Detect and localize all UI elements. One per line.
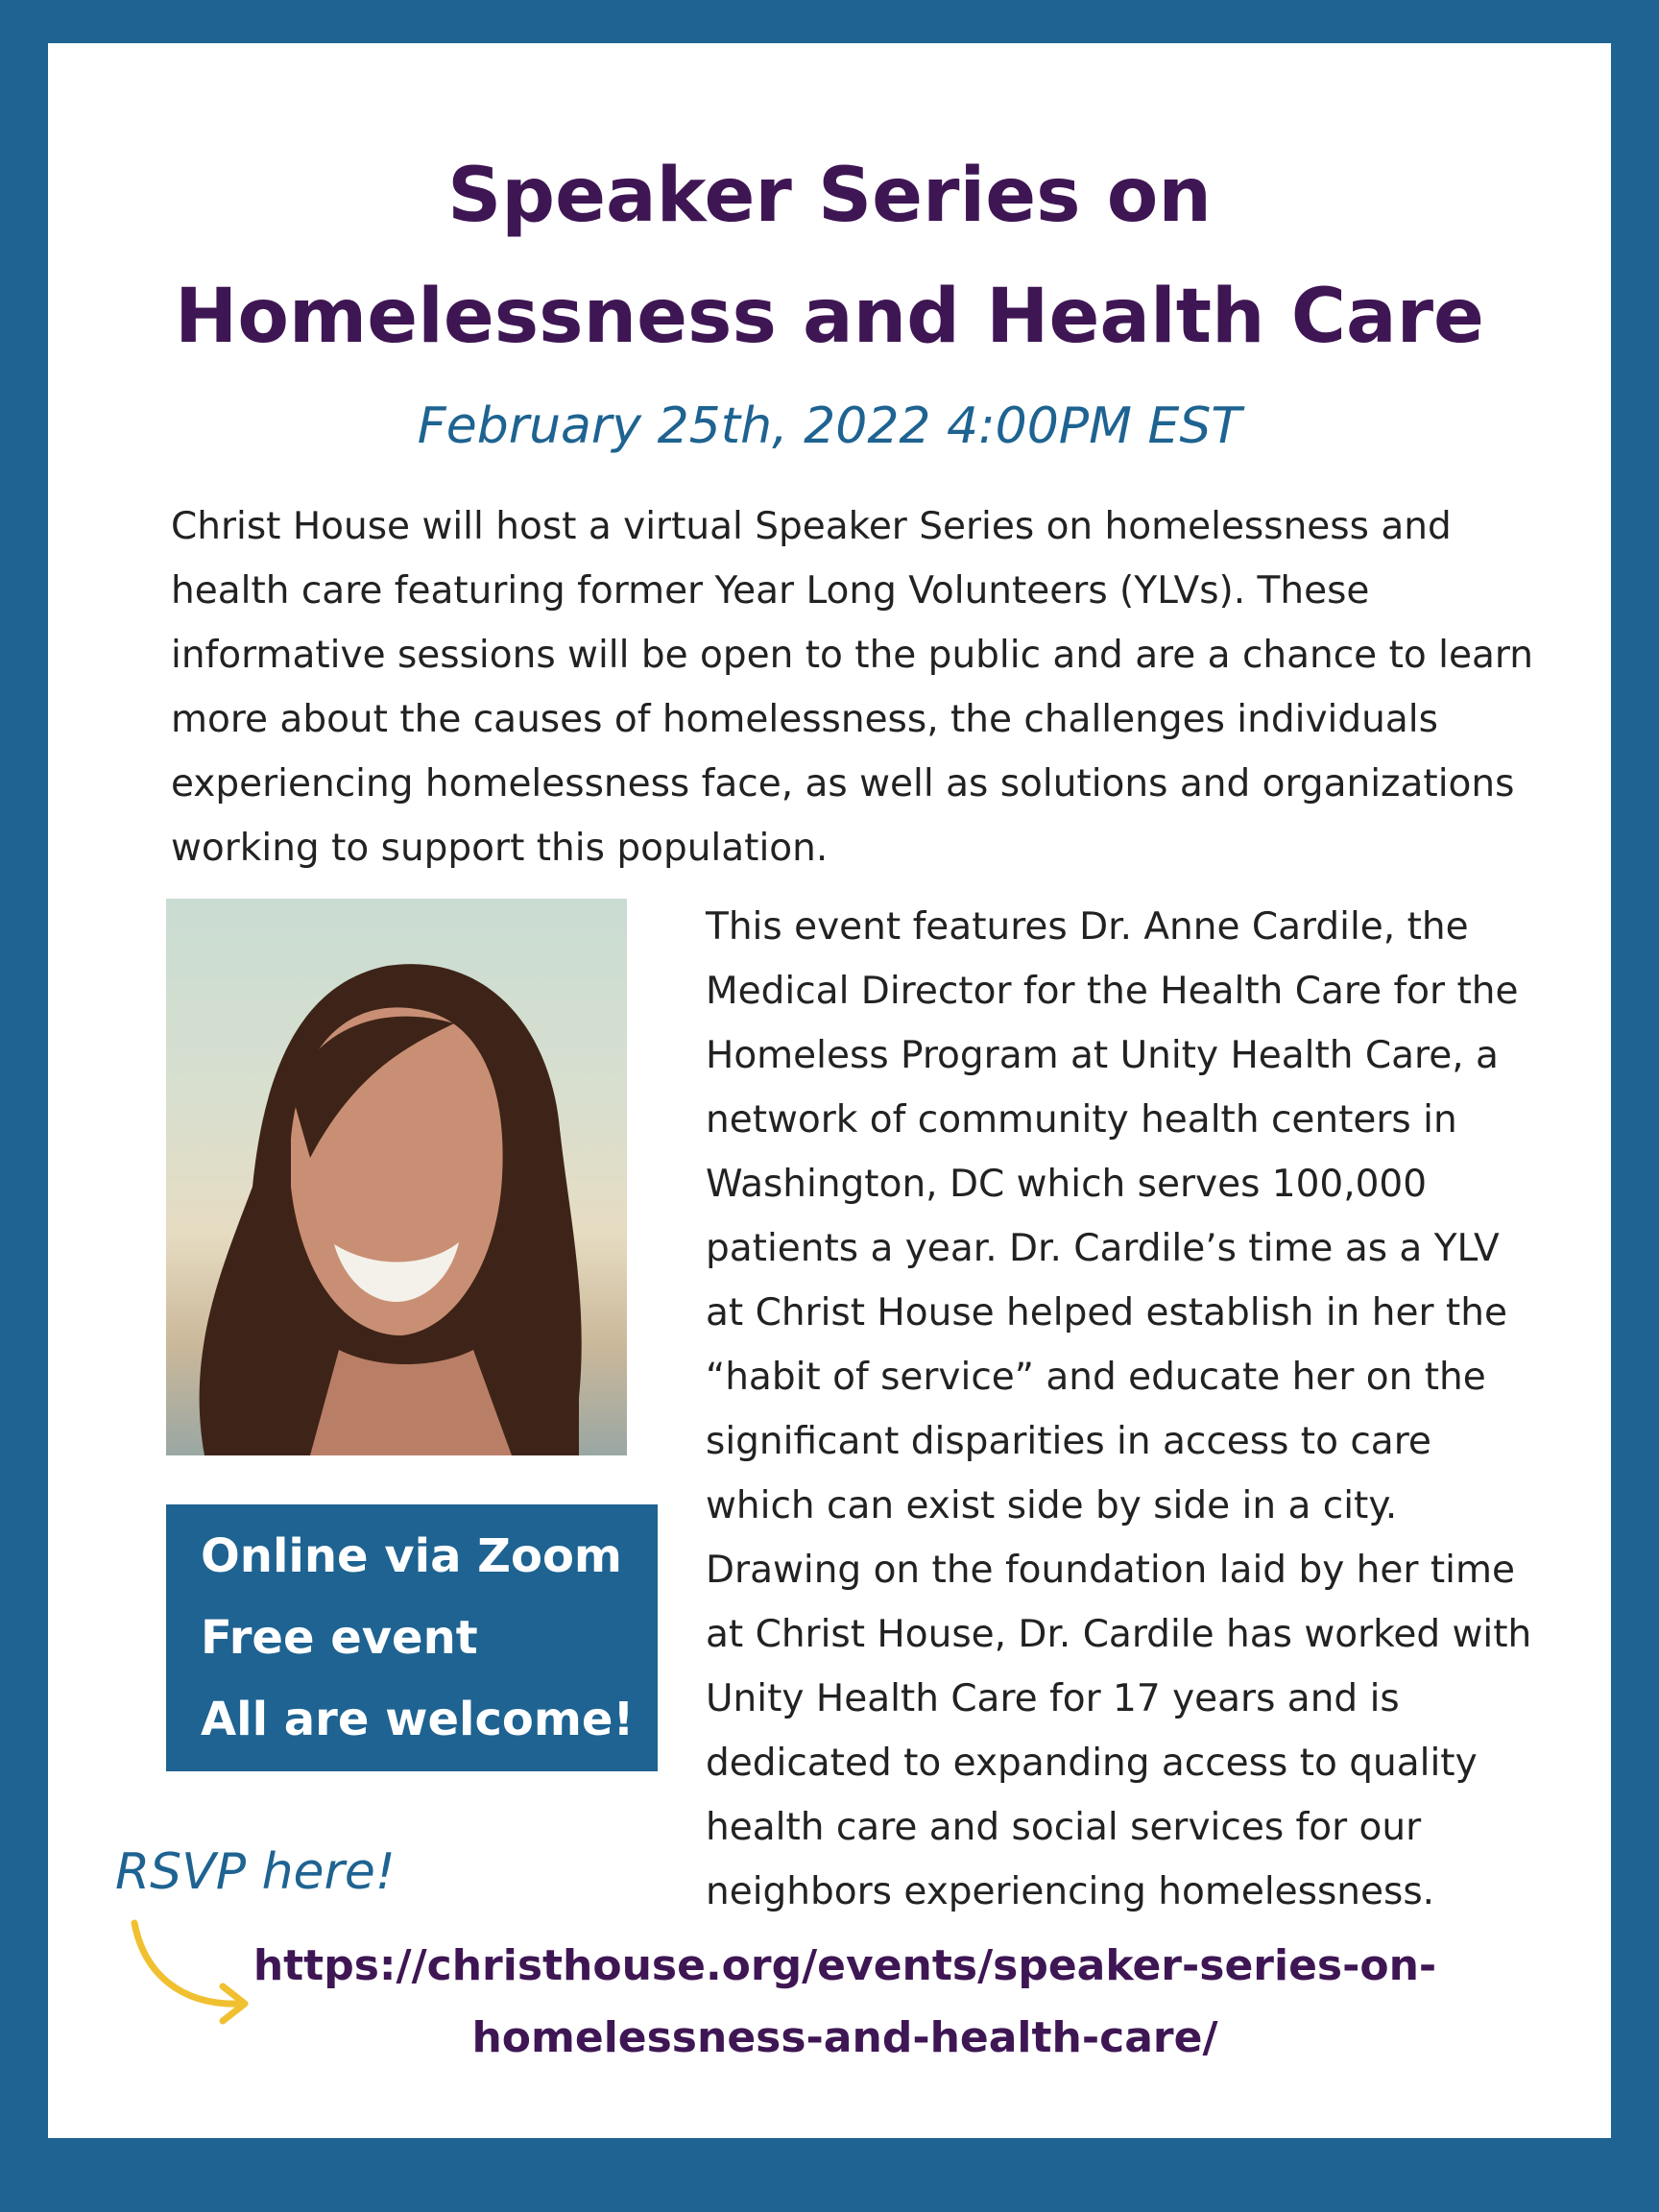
- rsvp-link-line2[interactable]: homelessness-and-health-care/: [471, 2013, 1218, 2062]
- curved-arrow-icon: [123, 1915, 257, 2031]
- bio-line: This event features Dr. Anne Cardile, the: [706, 905, 1469, 949]
- rsvp-label: RSVP here!: [115, 1843, 396, 1901]
- info-welcome: All are welcome!: [201, 1693, 635, 1746]
- event-date: February 25th, 2022 4:00PM EST: [417, 397, 1242, 455]
- intro-line: Christ House will host a virtual Speaker Series on homelessness and: [171, 505, 1452, 548]
- intro-line: more about the causes of homelessness, the challenges individuals: [171, 698, 1438, 741]
- bio-line: Medical Director for the Health Care for the: [706, 970, 1519, 1013]
- bio-line: Drawing on the foundation laid by her time: [706, 1549, 1515, 1592]
- intro-line: experiencing homelessness face, as well as solutions and organizations: [171, 762, 1515, 805]
- rsvp-link[interactable]: [240, 1930, 1450, 2074]
- bio-line: network of community health centers in: [706, 1098, 1457, 1142]
- flyer-card: [48, 43, 1611, 2138]
- info-online: Online via Zoom: [201, 1529, 622, 1583]
- bio-line: dedicated to expanding access to quality: [706, 1742, 1478, 1785]
- bio-line: neighbors experiencing homelessness.: [706, 1870, 1435, 1913]
- speaker-photo: [166, 899, 627, 1455]
- speaker-bio: [706, 895, 1570, 1924]
- bio-line: “habit of service” and educate her on the: [706, 1356, 1486, 1399]
- intro-line: working to support this population.: [171, 827, 829, 870]
- page-title-line2: Homelessness and Health Care: [175, 274, 1484, 360]
- bio-line: which can exist side by side in a city.: [706, 1484, 1398, 1527]
- page-title-line1: Speaker Series on: [447, 153, 1212, 239]
- info-free: Free event: [201, 1611, 478, 1665]
- bio-line: at Christ House helped establish in her the: [706, 1291, 1507, 1334]
- bio-line: Washington, DC which serves 100,000: [706, 1163, 1428, 1206]
- intro-paragraph: [171, 494, 1534, 880]
- bio-line: at Christ House, Dr. Cardile has worked with: [706, 1613, 1532, 1656]
- event-info-box: [166, 1504, 658, 1771]
- intro-line: informative sessions will be open to the public and are a chance to learn: [171, 634, 1533, 677]
- intro-line: health care featuring former Year Long Volunteers (YLVs). These: [171, 569, 1370, 613]
- rsvp-link-line1[interactable]: https://christhouse.org/events/speaker-series-on-: [252, 1941, 1437, 1990]
- bio-line: Homeless Program at Unity Health Care, a: [706, 1034, 1499, 1077]
- bio-line: health care and social services for our: [706, 1806, 1422, 1849]
- bio-line: patients a year. Dr. Cardile’s time as a YLV: [706, 1227, 1500, 1270]
- bio-line: Unity Health Care for 17 years and is: [706, 1677, 1400, 1720]
- bio-line: significant disparities in access to care: [706, 1420, 1431, 1463]
